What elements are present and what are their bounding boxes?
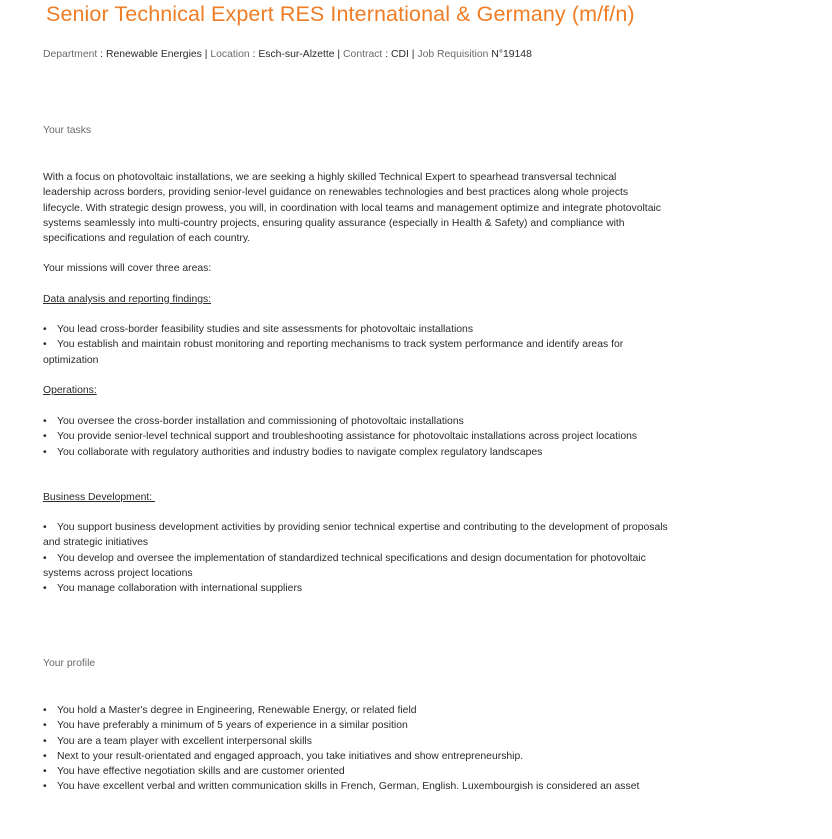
job-title: Senior Technical Expert RES International & Germany (m/f/n): [46, 2, 635, 26]
list-item: [43, 445, 669, 460]
profile-list: [43, 703, 669, 795]
list-item: [43, 520, 669, 551]
bullet-icon: •: [43, 735, 47, 747]
list-item-text: You establish and maintain robust monitoring and reporting mechanisms to track system performance and identify areas for optimization: [43, 339, 624, 366]
bullet-icon: •: [43, 522, 47, 533]
list-item: [43, 337, 669, 368]
department-value: Renewable Energies: [105, 49, 202, 60]
missions-intro: Your missions will cover three areas:: [43, 263, 212, 274]
bullet-icon: •: [43, 720, 47, 732]
job-meta-line: [43, 49, 532, 60]
meta-colon: :: [97, 49, 106, 60]
list-item: [43, 779, 669, 794]
location-value: Esch-sur-Alzette: [258, 49, 335, 60]
bullet-icon: •: [43, 750, 47, 762]
bullet-icon: •: [43, 431, 47, 443]
list-item-text: You have excellent verbal and written communication skills in French, German, English. Luxembourgish is considered an asset: [57, 781, 640, 793]
meta-colon: :: [249, 49, 259, 60]
list-item: [43, 703, 669, 718]
bullet-icon: •: [43, 766, 47, 778]
list-item-text: You develop and oversee the implementation of standardized technical specifications and design documentation for photovoltaic systems across project locations: [43, 552, 646, 579]
meta-separator: |: [334, 49, 344, 60]
list-item-text: You manage collaboration with international suppliers: [57, 583, 303, 595]
list-item: [43, 551, 669, 582]
area-heading-data-analysis: Data analysis and reporting findings:: [43, 294, 212, 305]
list-item: [43, 581, 669, 596]
location-label: Location: [210, 49, 250, 60]
requisition-value: N°19148: [491, 49, 532, 60]
list-item: [43, 749, 669, 764]
list-item-text: You support business development activities by providing senior technical expertise and contributing to the development of proposals and strategic initiatives: [43, 522, 668, 549]
meta-separator: |: [201, 49, 211, 60]
bullet-icon: •: [43, 324, 47, 335]
list-item-text: You have effective negotiation skills and are customer oriented: [57, 766, 345, 778]
tasks-intro-paragraph: With a focus on photovoltaic installations, we are seeking a highly skilled Technical Expert to spearhead transversal technical leadership across borders, providing senior-level guidance on renewables technologies and best practices along whole projects lifecycle. With strategic design prowess, you will, in coordination with local teams and management optimize and integrate photovoltaic systems seamlessly into multi-country projects, ensuring quality assurance (especially in Health & Safety) and compliance with specifications and regulation of each country.: [43, 172, 661, 245]
list-item: [43, 764, 669, 779]
list-item: [43, 322, 669, 337]
list-item-text: You have preferably a minimum of 5 years of experience in a similar position: [57, 720, 408, 732]
bullet-icon: •: [43, 446, 47, 458]
department-label: Department: [43, 49, 98, 60]
area-list-operations: [43, 414, 669, 460]
list-item: [43, 734, 669, 749]
list-item-text: You collaborate with regulatory authorities and industry bodies to navigate complex regulatory landscapes: [57, 446, 543, 458]
bullet-icon: •: [43, 339, 47, 351]
area-heading-business-development: Business Development:: [43, 492, 156, 503]
contract-value: CDI: [390, 49, 409, 60]
list-item-text: You provide senior-level technical support and troubleshooting assistance for photovoltaic installations across project locations: [57, 431, 638, 443]
bullet-icon: •: [43, 705, 47, 716]
meta-separator: |: [408, 49, 418, 60]
bullet-icon: •: [43, 781, 47, 793]
area-list-business-development: [43, 520, 669, 596]
profile-heading: Your profile: [43, 658, 96, 669]
meta-colon: :: [382, 49, 391, 60]
list-item: [43, 414, 669, 429]
list-item: [43, 718, 669, 733]
area-list-data-analysis: [43, 322, 669, 368]
contract-label: Contract: [343, 49, 383, 60]
list-item: [43, 429, 669, 444]
bullet-icon: •: [43, 552, 47, 564]
list-item-text: You are a team player with excellent interpersonal skills: [57, 735, 312, 747]
list-item-text: Next to your result-orientated and engaged approach, you take initiatives and show entrepreneurship.: [57, 750, 524, 762]
bullet-icon: •: [43, 583, 47, 595]
list-item-text: You hold a Master's degree in Engineering, Renewable Energy, or related field: [57, 705, 417, 716]
tasks-heading: Your tasks: [43, 125, 92, 136]
list-item-text: You oversee the cross-border installation and commissioning of photovoltaic installations: [57, 416, 464, 427]
requisition-label: Job Requisition: [417, 49, 489, 60]
bullet-icon: •: [43, 416, 47, 427]
list-item-text: You lead cross-border feasibility studies and site assessments for photovoltaic installations: [57, 324, 474, 335]
area-heading-operations: Operations:: [43, 385, 97, 396]
